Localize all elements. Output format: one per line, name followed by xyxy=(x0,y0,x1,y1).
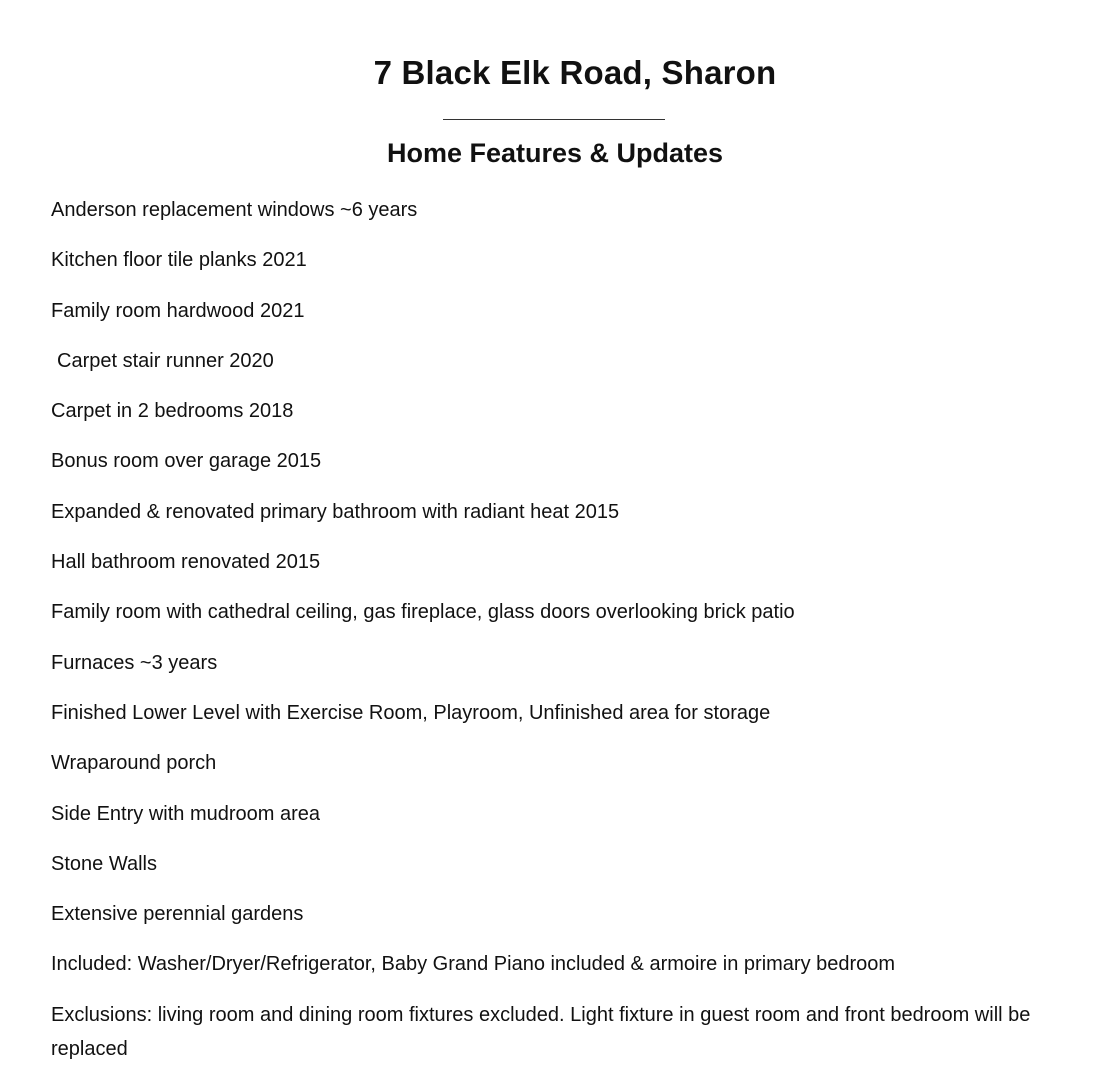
feature-item: Expanded & renovated primary bathroom with radiant heat 2015 xyxy=(51,500,620,523)
feature-item: Family room with cathedral ceiling, gas fireplace, glass doors overlooking brick patio xyxy=(51,601,795,624)
feature-item: Anderson replacement windows ~6 years xyxy=(51,199,418,221)
feature-item: Family room hardwood 2021 xyxy=(51,299,305,322)
feature-item: Extensive perennial gardens xyxy=(51,903,304,926)
feature-item: Exclusions: living room and dining room fixtures excluded. Light fixture in guest room and front bedroom will be replaced xyxy=(51,1003,1031,1060)
feature-item: Included: Washer/Dryer/Refrigerator, Baby Grand Piano included & armoire in primary bedroom xyxy=(51,953,896,976)
feature-item: Furnaces ~3 years xyxy=(51,651,218,674)
feature-item: Side Entry with mudroom area xyxy=(51,802,321,825)
document-title: 7 Black Elk Road, Sharon xyxy=(373,54,777,91)
feature-item: Finished Lower Level with Exercise Room, Playroom, Unfinished area for storage xyxy=(51,701,771,724)
features-list xyxy=(51,193,1061,1066)
feature-item: Hall bathroom renovated 2015 xyxy=(51,551,321,574)
feature-item: Stone Walls xyxy=(51,852,157,875)
feature-item: Kitchen floor tile planks 2021 xyxy=(51,249,307,272)
title-divider xyxy=(443,119,665,120)
feature-item: Wraparound porch xyxy=(51,752,217,775)
section-heading: Home Features & Updates xyxy=(386,138,724,168)
feature-item: Bonus room over garage 2015 xyxy=(51,450,322,473)
feature-item: Carpet stair runner 2020 xyxy=(57,349,274,372)
feature-item: Carpet in 2 bedrooms 2018 xyxy=(51,400,294,423)
